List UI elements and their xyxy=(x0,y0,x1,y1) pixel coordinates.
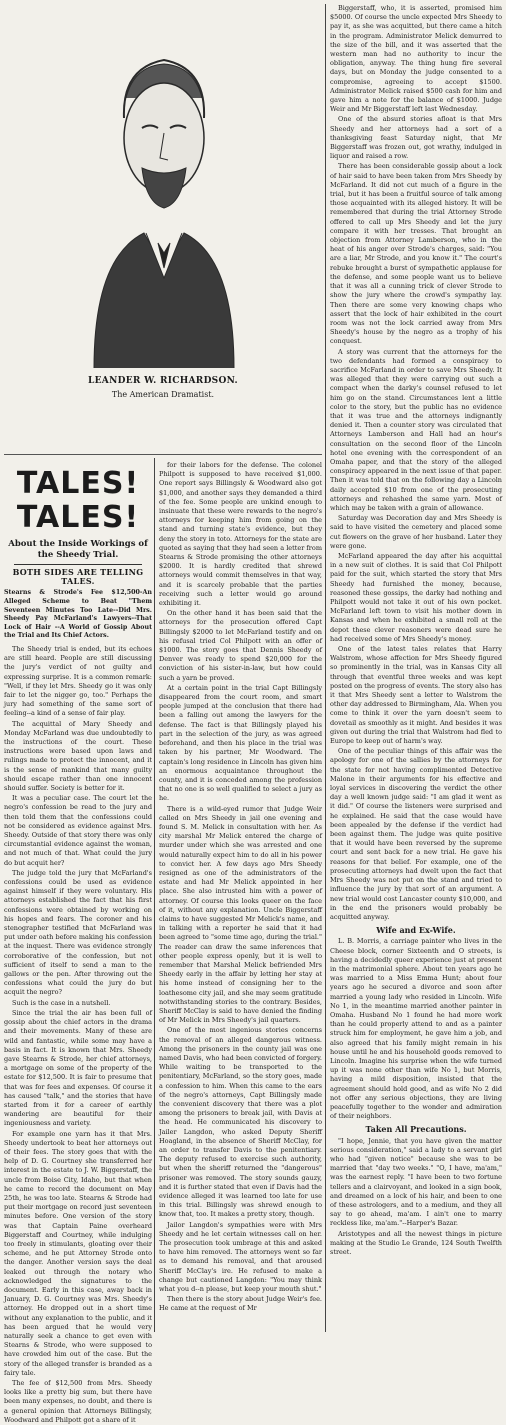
paragraph: for their labors for the defense. The colonel Philpott is supposed to have received $1,000. One report says Billingsly & Woodward also got $1,000, and another says they demanded a third of the fee. Some people are unkind enough to insinuate that these were rewards to the negro's attorneys for keeping him from going on the stand and turning state's evidence, but they deny the story in toto. Attorneys for the state are quoted as saying that they had seen a letter from Stearns & Strode promising the other attorneys $2000. It is hardly credited that shrewd attorneys would commit themselves in that way, and it is scarcely probable that the parties receiving such a letter would go around exhibiting it. xyxy=(159,461,322,608)
portrait-engraving xyxy=(4,4,322,455)
article-subhead: About the Inside Workings of the Sheedy Trial. xyxy=(8,539,148,560)
paragraph: On the other hand it has been said that the attorneys for the prosecution offered Capt Billingsly $2000 to let McFarland testify and on his refusal tried Col Philpott with an offer of $1000. The story goes that Dennis Sheedy of Denver was ready to spend $20,000 for the conviction of his sister-in-law, but how could such a yarn be proved. xyxy=(159,609,322,682)
paragraph: The fee of $12,500 from Mrs. Sheedy looks like a pretty big sum, but there have been many expenses, no doubt, and there is a general opinion that Attorneys Billingsly, Woodward and Philpott got a share of it xyxy=(4,1379,152,1424)
article-column-2 xyxy=(159,461,322,1332)
paragraph: One of the most ingenious stories concerns the removal of an alleged dangerous witness. Among the prisoners in the county jail was one named Davis, who had been convicted of forgery. While waiting to be transported to the penitentiary, McFarland, so the story goes, made a confession to him. When this came to the ears of the negro's attorneys, Capt Billingsly made the convenient discovery that there was a plot among the prisoners to break jail, with Davis at the head. He communicated his discovery to Jailer Langdon, who asked Deputy Sheriff Hoagland, in the absence of Sheriff McClay, for an order to transfer Davis to the penitentiary. The deputy refused to exercise such authority, but when the sheriff returned the "dangerous" prisoner was removed. The story sounds gauzy, and it is further stated that even if Davis had the evidence alleged it was learned too late for use in this trial. Billingsly was shrewd enough to know that, too. It makes a pretty story, though. xyxy=(159,1026,322,1219)
paragraph: There has been considerable gossip about a lock of hair said to have been taken from Mrs Sheedy by McFarland. It did not cut much of a figure in the trial, but it has been a fruitful source of talk among those acquainted with its alleged history. It will be remembered that during the trial Attorney Strode offered to call up Mrs Sheedy and let the jury compare it with her tresses. That brought an objection from Attorney Lamberson, who in the heat of his anger over Strode's charges, said: "You are a liar, Mr Strode, and you know it." The court's rebuke brought a burst of sympathetic applause for the defense, and some people want us to believe that it was all a cunning trick of clever Strode to show the jury where the crowd's sympathy lay. Then there are some very knowing chaps who assert that the lock of hair exhibited in the court room was not the lock carried away from Mrs Sheedy's house by the negro as a trophy of his conquest. xyxy=(330,162,502,346)
paragraph: At a certain point in the trial Capt Billingsly disappeared from the court room, and smart people jumped at the conclusion that there had been a falling out among the lawyers for the defense. The fact is that Billingsly played his part in the selection of the jury, as was agreed beforehand, and then his place in the trial was taken by his partner, Mr Woodward. The captain's long residence in Lincoln has given him an enormous acquaintance throughout the county, and it is conceded among the profession that no one is so well qualified to select a jury as he. xyxy=(159,683,322,803)
paragraph: Since the trial the air has been full of gossip about the chief actors in the drama and their movements. Many of these are wild and fantastic, while some may have a basis in fact. It is known that Mrs. Sheedy gave Stearns & Strode, her chief attorneys, a mortgage on some of the property of the estate for $12,500. It is fair to presume that that was for fees and expenses. Of course it has caused "talk," and the stories that have started from it for a career of earthly wandering are beautiful for their ingeniousness and variety. xyxy=(4,1008,152,1128)
column-rule xyxy=(154,458,155,1332)
paragraph: Biggerstaff, who, it is asserted, promised him $5000. Of course the uncle expected Mrs Sheedy to pay it, as she was acquitted, but there came a hitch in the program. Administrator Melick demurred to the size of the bill, and it was asserted that the western man had no authority to incur the obligation, anyway. The thing hung fire several days, but on Monday the judge consented to a compromise, agreeing to accept $1500. Administrator Melick raised $500 cash for him and gave him a note for the balance of $1000. Judge Weir and Mr Biggerstaff left last Wednesday. xyxy=(330,4,502,114)
paragraph: The judge told the jury that McFarland's confessions could be used as evidence against himself if they were voluntary. His attorneys established the fact that his first confessions were obtained by working on his hopes and fears. The coroner and his stenographer testified that McFarland was put under oath before making his confession at the inquest. There was evidence strongly corroborative of the confession, but not sufficient of itself to send a man to the gallows or the pen. After throwing out the confessions what could the jury do but acquit the negro? xyxy=(4,868,152,997)
paragraph: One of the latest tales relates that Harry Walstrom, whose affection for Mrs Sheedy figured so prominently in the trial, was in Kansas City all through that eventful three weeks and was kept posted on the progress of events. The story also has it that Mrs Sheedy sent a letter to Walstrom the other day addressed to Birmingham, Ala. When you come to think it over the yarn doesn't seem to dovetail as smoothly as it might. And besides it was given out during the trial that Walstrom had fled to Europe to keep out of harm's way. xyxy=(330,645,502,746)
article-column-1 xyxy=(4,461,152,1424)
paragraph: McFarland appeared the day after his acquittal in a new suit of clothes. It is said that Col Philpott paid for the suit, which started the story that Mrs Sheedy had furnished the money, because, reasoned these gossips, the darky had nothing and Philpott would not take it out of his own pocket. McFarland left town to visit his mother down in Kansas and when he exhibited a small roll at the depot these clever reasoners were dead sure he had received some of Mrs Sheedy's money. xyxy=(330,551,502,643)
portrait-illustration-icon xyxy=(64,28,264,368)
paragraph: A story was current that the attorneys for the two defendants had formed a conspiracy to sacrifice McFarland in order to save Mrs Sheedy. It was alleged that they were carrying out such a compact when the darky's counsel refused to let him go on the stand. Circumstances lent a little color to the story, but the public has no evidence that it was true and the attorneys indignantly denied it. Then a counter story was circulated that Attorneys Lamberson and Hall had an hour's consultation on the second floor of the Lincoln hotel one evening with the correspondent of an Omaha paper, and that the story of the alleged conspiracy appeared in the next issue of that paper. Then it was told that on the following day a Lincoln daily accepted $10 from one of the prosecuting attorneys and rehashed the same yarn. Most of which may be taken with a grain of allowance. xyxy=(330,347,502,512)
paragraph: Saturday was Decoration day and Mrs Sheedy is said to have visited the cemetery and placed some cut flowers on the grave of her husband. Later they were gone. xyxy=(330,514,502,550)
paragraph: One of the absurd stories afloat is that Mrs Sheedy and her attorneys had a sort of a thanksgiving feast Saturday night, that Mr Biggerstaff was frozen out, got wrathy, indulged in liquor and raised a row. xyxy=(330,115,502,161)
article-deck: BOTH SIDES ARE TELLING TALES. xyxy=(12,567,144,587)
paragraph: One of the peculiar things of this affair was the apology for one of the sallies by the attorneys for the state for not having complimented Detective Malone in their arguments for his effective and loyal services in discovering the verdict the other day a well known judge said: "I am glad it went as it did." Of course the listeners were surprised and he explained. He said that the case would have been appealed by the defense if the verdict had been against them. The judge was quite positive that it would have been reversed by the supreme court and sent back for a new trial. He gave his reasons for that belief. For example, one of the prosecuting attorneys had dwelt upon the fact that Mrs Sheedy was not put on the stand and tried to influence the jury by that sort of an argument. A new trial would cost Lancaster county $10,000, and in the end the prisoners would probably be acquitted anyway. xyxy=(330,747,502,921)
article-summary: Stearns & Strode's Fee $12,500-An Alleged Scheme to Beat "Them Seventeen Minutes Too Late--Did Mrs. Sheedy Pay McFarland's Lawyers--That Lock of Hair --A World of Gossip About the Trial and Its Chief Actors. xyxy=(4,589,152,640)
section-heading: Wife and Ex-Wife. xyxy=(376,925,456,936)
paragraph: "I hope, Jennie, that you have given the matter serious consideration," said a lady to a servant girl who had "given notice" because she was to be married that "day two weeks." "O, I have, ma'am," was the earnest reply. "I have been to two fortune tellers and a clairvoyant, and looked in a sign book, and dreamed on a lock of his hair, and been to one of these astrologers, and to a medium, and they all say to go ahead, ma'am. I ain't one to marry reckless like, ma'am."--Harper's Bazar. xyxy=(330,1136,502,1228)
paragraph: Such is the case in a nutshell. xyxy=(12,998,111,1007)
paragraph: It was a peculiar case. The court let the negro's confession be read to the jury and then told them that the confessions could not be considered as evidence against Mrs. Sheedy. Outside of that story there was only circumstantial evidence against the woman, and not much of that. What could the jury do but acquit her? xyxy=(4,794,152,867)
paragraph: The Sheedy trial is ended, but its echoes are still heard. People are still discussing the jury's verdict of not guilty and expressing surprise. It is a common remark: "Well, if they let Mrs. Sheedy go it was only fair to let the nigger go, too." Perhaps the jury had something of the same sort of feeling--a kind of a sense of fair play. xyxy=(4,644,152,718)
paragraph: L. B. Morris, a carriage painter who lives in the Cheese block, corner Sixteenth and O streets, is having a decidedly queer experience just at present in the matrimonial sphere. About ten years ago he was married to a Miss Emma Hunt; about four years ago he secured a divorce and soon after married a young lady who resided in Lincoln. Wife No 1, in the meantime married another painter in Omaha. Husband No 1 found he had more work than he could properly attend to and as a painter struck him for employment, he gave him a job, and also agreed that his family might remain in his house until he and his household goods removed to Lincoln. Imagine his surprise when the wife turned up it was none other than wife No 1, but Morris, having a mild disposition, insisted that the agreement should hold good, and as wife No 2 did not offer any serious objections, they are living peacefully together to the wonder and admiration of their neighbors. xyxy=(330,937,502,1121)
paragraph: The acquittal of Mary Sheedy and Monday McFarland was due undoubtedly to the instructions of the court. These instructions were based upon laws and rulings made to protect the innocent, and it is the sense of mankind that many guilty should escape rather than one innocent should suffer. Society is better for it. xyxy=(4,719,152,793)
article-headline: TALES! TALES! xyxy=(16,466,140,535)
column-rule xyxy=(325,4,326,1332)
paragraph: Aristotypes and all the newest things in picture making at the Studio Le Grande, 124 South Twelfth street. xyxy=(330,1229,502,1257)
article-column-3 xyxy=(330,4,502,1332)
section-heading: Taken All Precautions. xyxy=(365,1124,467,1135)
paragraph: Then there is the story about Judge Weir's fee. He came at the request of Mr xyxy=(159,1295,322,1313)
paragraph: Jailor Langdon's sympathies were with Mrs Sheedy and he let certain witnesses call on her. The prosecution took umbrage at this and asked to have him removed. The attorneys went so far as to demand his removal, and that aroused Sheriff McClay's ire. He refused to make a change but cautioned Langdon: "You may think what you d--n please, but keep your mouth shut." xyxy=(159,1220,322,1294)
divider xyxy=(14,564,142,565)
paragraph: There is a wild-eyed rumor that Judge Weir called on Mrs Sheedy in jail one evening and found S. M. Melick in consultation with her. As city marshal Mr Melick entered the charge of murder under which she was arrested and one would naturally expect him to do all in his power to convict her. A few days ago Mrs Sheedy resigned as one of the administrators of the estate and had Mr Melick appointed in her place. She also intrusted him with a power of attorney. Of course this looks queer on the face of it, without any explanation. Uncle Biggerstaff claims to have suggested Mr Melick's name, and in talking with a reporter he said that it had been agreed to "some time ago, during the trial." The reader can draw the same inferences that other people express openly, but it is well to remember that Marshal Melick befriended Mrs Sheedy early in the affair by letting her stay at his home instead of consigning her to the loathesome city jail, and she may seem gratitude notwithstanding stories to the contrary. Besides, Sheriff McClay is said to have denied the finding of Mr Melick in Mrs Sheedy's jail quarters. xyxy=(159,804,322,1025)
paragraph: For example one yarn has it that Mrs. Sheedy undertook to beat her attorneys out of their fees. The story goes that with the help of D. G. Courtney she transferred her interest in the estate to J. W. Biggerstaff, the uncle from Boise City, Idaho, but that when he came to record the document on May 25th, he was too late. Stearns & Strode had put their mortgage on record just seventeen minutes before. One version of the story was that Captain Paine overheard Biggerstaff and Courtney, while indulging too freely in stimulants, gloating over their scheme, and he put Attorney Strode onto the danger. Another version says the deal leaked out through the notary who acknowledged the signatures to the document. Early in this case, away back in January, D. G. Courtney was Mrs. Sheedy's attorney. He dropped out in a short time without any explanation to the public, and it has been argued that he would very naturally seek a chance to get even with Stearns & Strode, who were supposed to have crowded him out of the case. But the story of the alleged transfer is branded as a fairy tale. xyxy=(4,1129,152,1377)
portrait-caption-role: The American Dramatist. xyxy=(111,390,215,399)
portrait-caption-name: LEANDER W. RICHARDSON. xyxy=(88,376,238,386)
